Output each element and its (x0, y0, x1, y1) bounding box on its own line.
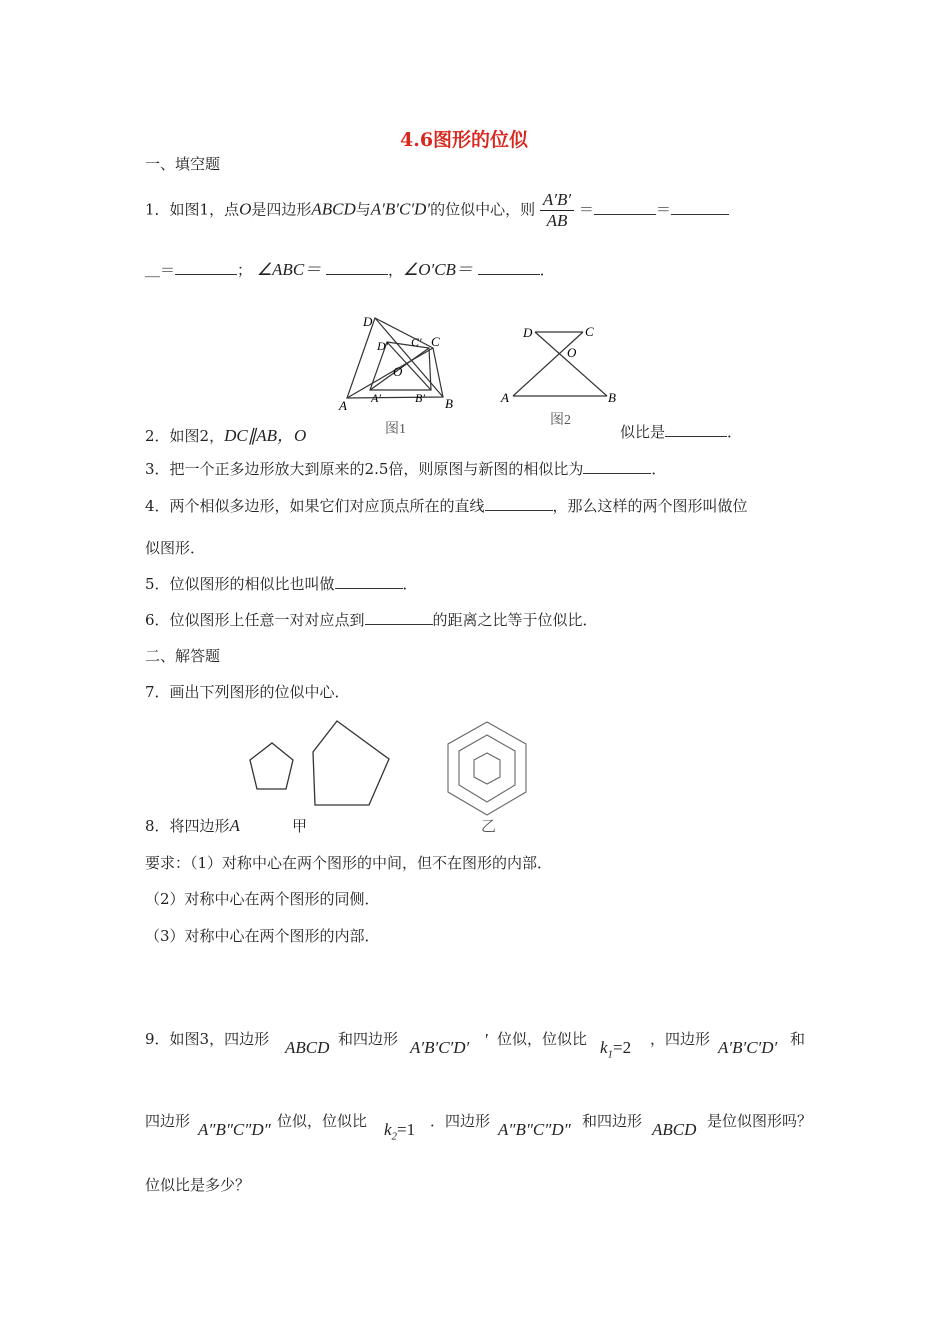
q4-line1: 4．两个相似多边形，如果它们对应顶点所在的直线 (145, 497, 485, 515)
q9-k1-sub: 1 (607, 1048, 614, 1061)
fig2-label-c: C (585, 324, 594, 339)
q1-eq2: ＝ (655, 200, 671, 219)
q1-fraction (540, 190, 574, 231)
q3-end: ． (651, 460, 667, 478)
fig1-label-bp: B′ (415, 391, 425, 405)
q2-end: ． (727, 423, 743, 441)
fig2-caption: 图2 (550, 413, 571, 428)
section-heading-fill-blank: 一、填空题 (145, 155, 221, 173)
figure-2 (495, 318, 615, 433)
q1-mid2: 与 (355, 200, 371, 219)
q9-k1-value: =2 (613, 1038, 632, 1057)
q9-p6: 四边形 (145, 1112, 191, 1130)
fig1-label-o: O (393, 364, 403, 379)
q2-blank[interactable] (665, 422, 727, 437)
fig1-label-ap: A′ (371, 391, 381, 405)
question-8 (145, 815, 240, 836)
q2-math: DC∥AB，O (224, 426, 307, 445)
q9-k2-sub: 2 (391, 1130, 398, 1143)
q9-p7: 位似，位似比 (277, 1112, 368, 1130)
fig1-label-b: B (445, 396, 453, 411)
fig2-label-d: D (523, 325, 533, 340)
q9-p2: 和四边形 (338, 1030, 399, 1048)
q1-mid1: 是四边形 (251, 200, 312, 219)
q1-blank-3[interactable] (175, 260, 237, 275)
q9-p11: 位似比是多少？ (145, 1176, 251, 1194)
q8-requirement-2: （2）对称中心在两个图形的同侧． (145, 890, 380, 908)
question-2 (145, 421, 306, 446)
question-5 (145, 573, 418, 594)
q1-frac-num: A′B′ (540, 190, 574, 211)
q6-end: 的距离之比等于位似比． (432, 611, 598, 629)
question-9 (145, 1028, 269, 1049)
fig1-label-cp: C′ (411, 335, 422, 349)
q2-suffix: 似比是 (620, 423, 666, 441)
q9-appbppcppdpp: A″B″C″D″ (198, 1120, 271, 1139)
page-title: 4.6图形的位似 (400, 129, 529, 151)
q1-line2-start: ＿＝ (145, 261, 176, 279)
q6-blank[interactable] (365, 610, 433, 625)
figure-yi-caption: 乙 (481, 817, 497, 835)
q4-blank[interactable] (485, 496, 553, 511)
q9-p5: 和 (790, 1030, 806, 1048)
figure-1 (335, 310, 470, 440)
q8-requirement-1: 要求：（1）对称中心在两个图形的中间，但不在图形的内部． (145, 854, 553, 872)
question-2-end (620, 421, 742, 442)
q9-p3: 位似，位似比 (497, 1030, 588, 1048)
q5-end: ． (402, 575, 418, 593)
q1-semicolon: ； (237, 261, 253, 279)
q1-blank-1[interactable] (594, 200, 656, 215)
q9-p8: ．四边形 (430, 1112, 491, 1130)
q3-blank[interactable] (583, 459, 651, 474)
question-6 (145, 609, 598, 630)
question-1 (145, 190, 729, 231)
q1-angle-abc: ∠ABC＝ (256, 260, 322, 279)
q1-blank-5[interactable] (478, 260, 540, 275)
q9-p10: 是位似图形吗？ (707, 1112, 813, 1130)
q3-text: 3．把一个正多边形放大到原来的2.5倍，则原图与新图的相似比为 (145, 460, 584, 478)
q1-eq1: ＝ (578, 200, 594, 219)
q9-abcd: ABCD (285, 1038, 330, 1057)
q1-blank-4[interactable] (326, 260, 388, 275)
q1-blank-2[interactable] (671, 200, 729, 215)
q2-prefix: 2．如图2， (145, 427, 225, 445)
q9-p9: 和四边形 (582, 1112, 643, 1130)
q1-abcd: ABCD (311, 199, 356, 219)
figure-hexagons (444, 719, 530, 819)
q9-apbpcpdp-2: A′B′C′D′ (718, 1038, 778, 1057)
fig1-caption: 图1 (385, 422, 406, 437)
question-7: 7．画出下列图形的位似中心． (145, 683, 350, 701)
q9-appbppcppdpp-2: A″B″C″D″ (498, 1120, 571, 1139)
q9-p4: ，四边形 (650, 1030, 711, 1048)
q9-apbpcpdp: A′B′C′D′ (410, 1038, 470, 1057)
q9-k2 (384, 1120, 415, 1142)
question-4-line2: 似图形． (145, 539, 206, 557)
q9-prime: ′ (484, 1030, 488, 1049)
figure-jia-caption: 甲 (292, 817, 308, 835)
q1-angle-opcb: ∠O′CB＝ (402, 260, 473, 279)
section-heading-answer: 二、解答题 (145, 647, 221, 665)
q5-blank[interactable] (335, 574, 403, 589)
q1-point-o: O (239, 199, 252, 219)
question-4 (145, 495, 748, 516)
q9-k1 (600, 1038, 631, 1060)
q1-period: ． (539, 261, 555, 279)
fig2-label-o: O (567, 345, 577, 360)
figure-pentagons (245, 718, 395, 813)
q9-k1-symbol: k (600, 1038, 608, 1057)
q4-line1-end: ，那么这样的两个图形叫做位 (552, 497, 748, 515)
q9-k2-value: =1 (397, 1120, 416, 1139)
fig1-label-a: A (339, 398, 347, 413)
q1-mid3: 的位似中心，则 (430, 200, 536, 219)
fig1-label-d: D (363, 314, 373, 329)
q1-frac-den: AB (546, 211, 568, 230)
q1-apbpcpdp: A′B′C′D′ (370, 199, 431, 219)
q6-text: 6．位似图形上任意一对对应点到 (145, 611, 365, 629)
q1-comma: ， (387, 261, 403, 279)
question-3 (145, 458, 666, 479)
q8-text: 8．将四边形 (145, 817, 230, 835)
fig1-label-dp: D′ (377, 339, 389, 353)
q9-k2-symbol: k (384, 1120, 392, 1139)
q1-prefix: 1．如图1，点 (145, 200, 240, 219)
q5-text: 5．位似图形的相似比也叫做 (145, 575, 335, 593)
q9-p1: 9．如图3，四边形 (145, 1030, 270, 1048)
q8-requirement-3: （3）对称中心在两个图形的内部． (145, 927, 380, 945)
fig2-label-b: B (608, 390, 616, 405)
question-1-line2 (145, 255, 555, 280)
fig2-label-a: A (501, 390, 509, 405)
fig1-label-c: C (431, 334, 440, 349)
q8-cut: A (229, 816, 240, 835)
q9-abcd-2: ABCD (652, 1120, 697, 1139)
